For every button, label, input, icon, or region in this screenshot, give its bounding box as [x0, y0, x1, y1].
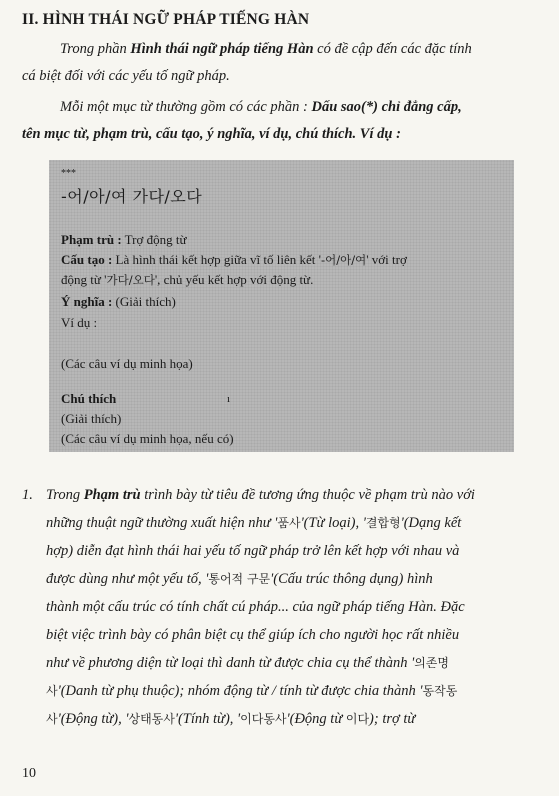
- entry-title: -어/아/여 가다/오다: [61, 187, 203, 206]
- structure-line-1: [61, 252, 407, 268]
- text-line: hợp) diễn đạt hình thái hai yếu tố ngữ pháp trở lên kết hợp với nhau và: [46, 543, 460, 559]
- value: ' với trợ: [366, 252, 407, 267]
- korean-text: 상태동사: [128, 712, 175, 726]
- value: Là hình thái kết hợp giữa vĩ tố liên kết ': [112, 252, 321, 267]
- korean-text: 이다동사: [240, 712, 287, 726]
- value: ', chủ yếu kết hợp với động từ.: [154, 272, 314, 287]
- text: '(Từ loại), ': [300, 515, 366, 531]
- korean-text: 이다: [345, 712, 370, 726]
- example-label: Ví dụ :: [61, 315, 98, 330]
- page-number: 10: [22, 766, 36, 781]
- bold-text: Dấu sao(*) chỉ đẳng cấp,: [311, 99, 462, 115]
- meaning-line: [61, 294, 176, 310]
- text-line: [22, 481, 532, 509]
- text: những thuật ngữ thường xuất hiện như ': [46, 515, 278, 531]
- korean-text: 사: [46, 684, 58, 698]
- text: '(Động từ: [286, 711, 346, 727]
- bold-text: Phạm trù: [83, 487, 141, 503]
- korean-text: -어/아/여: [320, 253, 367, 267]
- list-number: 1.: [22, 487, 33, 503]
- text: Mỗi một mục từ thường gồm có các phần :: [60, 99, 312, 115]
- bold-text: Hình thái ngữ pháp tiếng Hàn: [130, 41, 314, 57]
- text: có đề cập đến các đặc tính: [313, 41, 472, 57]
- korean-text: 통어적 구문: [208, 572, 271, 586]
- note-label: [61, 391, 116, 407]
- section-heading: II. HÌNH THÁI NGỮ PHÁP TIẾNG HÀN: [22, 11, 310, 28]
- text: '(Tính từ), ': [174, 711, 241, 727]
- note-explanation: (Giải thích): [61, 411, 122, 426]
- stray-mark: ı: [227, 393, 231, 405]
- value: động từ ': [61, 272, 107, 287]
- label: Phạm trù :: [61, 232, 122, 247]
- example-entry-box: [49, 160, 514, 452]
- korean-text: 사: [46, 712, 58, 726]
- text: trình bày từ tiêu đề tương ứng thuộc về phạm trù nào với: [140, 487, 475, 503]
- example-sentences: (Các câu ví dụ minh họa): [61, 356, 193, 371]
- text: '(Dạng kết: [400, 515, 462, 531]
- text: '(Động từ), ': [57, 711, 129, 727]
- value: Trợ động từ: [121, 232, 187, 247]
- bold-text: tên mục từ, phạm trù, cấu tạo, ý nghĩa, ví dụ, chú thích. Ví dụ :: [22, 126, 401, 142]
- text: Trong phần: [60, 41, 131, 57]
- korean-text: 의존명: [414, 656, 449, 670]
- level-stars: ***: [61, 168, 76, 179]
- text: '(Danh từ phụ thuộc); nhóm động từ / tính từ được chia thành ': [57, 683, 423, 699]
- text: '(Cấu trúc thông dụng) hình: [270, 571, 433, 587]
- text: như về phương diện từ loại thì danh từ được chia cụ thể thành ': [46, 655, 415, 671]
- text-line: biệt việc trình bày có phân biệt cụ thể giúp ích cho người học rất nhiều: [46, 627, 460, 643]
- category-line: [61, 232, 187, 248]
- text-line: thành một cấu trúc có tính chất cú pháp... của ngữ pháp tiếng Hàn. Đặc: [46, 599, 465, 615]
- korean-text: 결합형: [365, 516, 401, 530]
- structure-line-2: [61, 272, 313, 288]
- label: Cấu tạo :: [61, 252, 113, 267]
- korean-text: 품사: [277, 516, 301, 530]
- label: Ý nghĩa :: [61, 294, 113, 309]
- text-line: [22, 705, 532, 733]
- korean-text: 동작동: [422, 684, 458, 698]
- text-line: [22, 565, 532, 593]
- value: (Giải thích): [112, 294, 176, 309]
- korean-text: 가다/오다: [106, 273, 155, 287]
- numbered-paragraph-1: [22, 481, 532, 733]
- text-line: [22, 509, 532, 537]
- intro-paragraph-1: [22, 36, 542, 90]
- text-line: [22, 677, 532, 705]
- text: ); trợ từ: [369, 711, 416, 727]
- text: Trong: [46, 487, 84, 503]
- intro-paragraph-2: [22, 94, 542, 148]
- note-examples: (Các câu ví dụ minh họa, nếu có): [61, 431, 234, 446]
- text: được dùng như một yếu tố, ': [46, 571, 209, 587]
- text-line: [22, 649, 532, 677]
- text: cá biệt đối với các yếu tố ngữ pháp.: [22, 68, 230, 84]
- label: Chú thích: [61, 391, 117, 406]
